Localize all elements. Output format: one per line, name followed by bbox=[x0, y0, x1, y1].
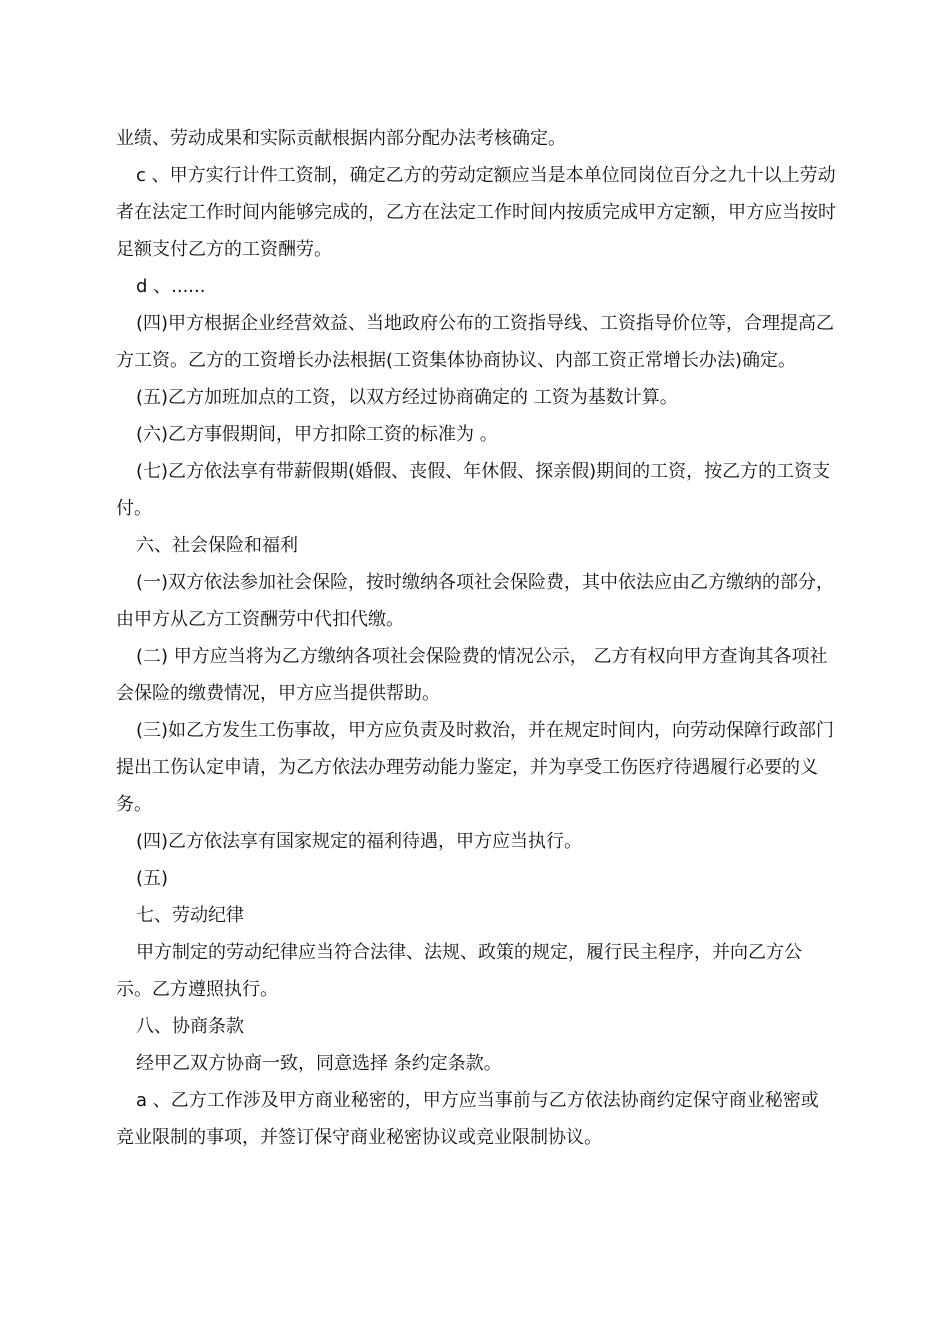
paragraph-2: c 、甲方实行计件工资制，确定乙方的劳动定额应当是本单位同岗位百分之九十以上劳动者在法定工作时间内能够完成的，乙方在法定工作时间内按质完成甲方定额，甲方应当按时足额支付乙方的工资酬劳。 bbox=[116, 165, 836, 260]
paragraph-11: (三)如乙方发生工伤事故，甲方应负责及时救治，并在规定时间内，向劳动保障行政部门提出工伤认定申请，为乙方依法办理劳动能力鉴定，并为享受工伤医疗待遇履行必要的义务。 bbox=[116, 720, 835, 815]
paragraph-13: (五) bbox=[136, 868, 169, 889]
section-heading-social-insurance: 六、社会保险和福利 bbox=[136, 535, 298, 556]
paragraph-9: (一)双方依法参加社会保险，按时缴纳各项社会保险费，其中依法应由乙方缴纳的部分，由甲方从乙方工资酬劳中代扣代缴。 bbox=[116, 572, 835, 630]
paragraph-17: 经甲乙双方协商一致，同意选择 条约定条款。 bbox=[136, 1053, 502, 1074]
paragraph-15: 甲方制定的劳动纪律应当符合法律、法规、政策的规定，履行民主程序，并向乙方公示。乙方遵照执行。 bbox=[116, 942, 802, 1000]
paragraph-1: 业绩、劳动成果和实际贡献根据内部分配办法考核确定。 bbox=[116, 128, 566, 149]
paragraph-18: a 、乙方工作涉及甲方商业秘密的，甲方应当事前与乙方依法协商约定保守商业秘密或竞业限制的事项，并签订保守商业秘密协议或竞业限制协议。 bbox=[116, 1090, 819, 1148]
paragraph-3: d 、...... bbox=[136, 276, 206, 297]
document-body bbox=[116, 120, 836, 1156]
section-heading-negotiated-terms: 八、协商条款 bbox=[136, 1016, 244, 1037]
paragraph-10: (二) 甲方应当将为乙方缴纳各项社会保险费的情况公示， 乙方有权向甲方查询其各项社会保险的缴费情况，甲方应当提供帮助。 bbox=[116, 646, 828, 704]
section-heading-labor-discipline: 七、劳动纪律 bbox=[136, 905, 244, 926]
paragraph-7: (七)乙方依法享有带薪假期(婚假、丧假、年休假、探亲假)期间的工资，按乙方的工资支付。 bbox=[116, 461, 831, 519]
paragraph-4: (四)甲方根据企业经营效益、当地政府公布的工资指导线、工资指导价位等，合理提高乙方工资。乙方的工资增长办法根据(工资集体协商协议、内部工资正常增长办法)确定。 bbox=[116, 313, 835, 371]
paragraph-12: (四)乙方依法享有国家规定的福利待遇，甲方应当执行。 bbox=[136, 831, 583, 852]
paragraph-6: (六)乙方事假期间，甲方扣除工资的标准为 。 bbox=[136, 424, 498, 445]
paragraph-5: (五)乙方加班加点的工资，以双方经过协商确定的 工资为基数计算。 bbox=[136, 387, 678, 408]
